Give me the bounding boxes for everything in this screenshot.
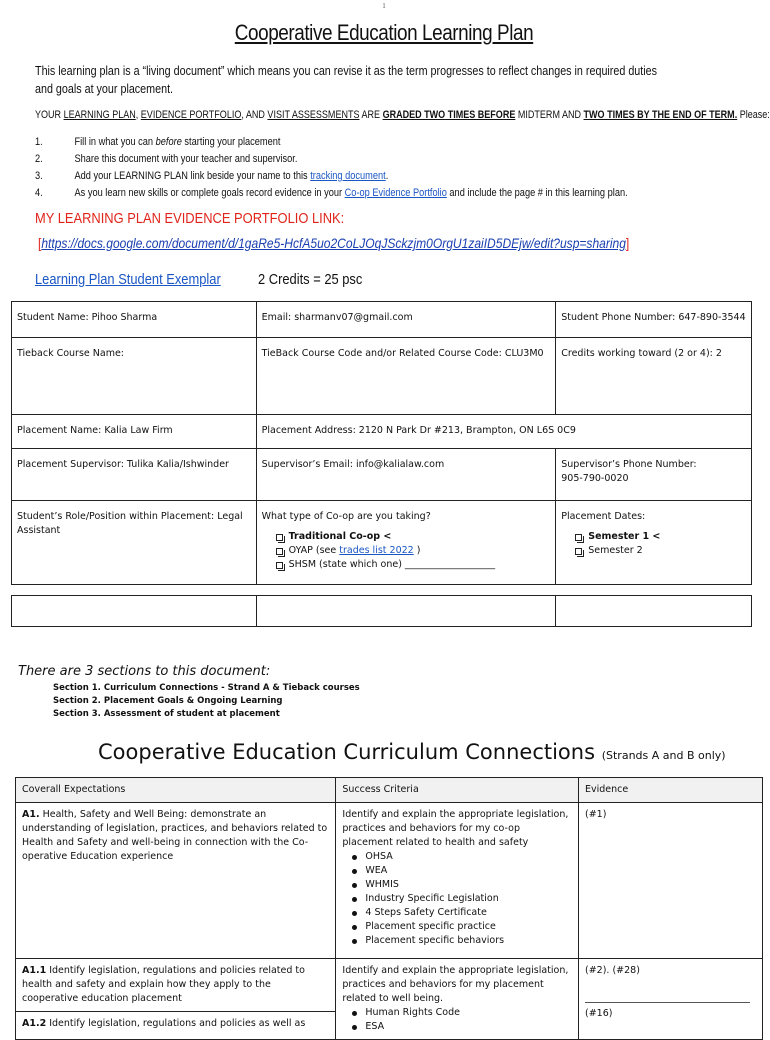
step-emphasis: before <box>155 136 182 148</box>
option-label: Traditional Co-op < <box>288 531 392 542</box>
grading-end-of-term: TWO TIMES BY THE END OF TERM. <box>583 109 738 121</box>
blank-cell[interactable] <box>256 596 556 627</box>
tracking-document-link[interactable]: tracking document <box>310 170 386 182</box>
option-label: Semester 1 < <box>588 531 661 542</box>
coop-option-oyap[interactable] <box>262 544 551 558</box>
bullet-icon <box>352 897 357 902</box>
criteria-list <box>342 850 572 948</box>
grading-before-midterm: GRADED TWO TIMES BEFORE <box>382 109 516 121</box>
bullet-icon <box>352 911 357 916</box>
grading-sep: , AND <box>241 109 268 121</box>
option-label: OYAP (see <box>288 545 340 556</box>
list-item <box>35 151 628 168</box>
grading-are: ARE <box>359 109 383 121</box>
bullet-icon <box>352 869 357 874</box>
list-item <box>352 1020 572 1034</box>
step-text: As you learn new skills or complete goals record evidence in your <box>74 187 345 199</box>
list-item: Section 3. Assessment of student at placement <box>53 709 280 719</box>
bracket: [ <box>38 235 42 251</box>
semester-1-option[interactable] <box>561 530 746 544</box>
coop-type-cell <box>256 501 556 585</box>
checkbox-icon[interactable] <box>276 534 283 541</box>
section-list <box>53 682 360 721</box>
sections-intro: There are 3 sections to this document: <box>18 664 271 679</box>
trades-list-link[interactable]: trades list 2022 <box>339 545 414 556</box>
step-number: 1. <box>35 136 43 148</box>
grading-sep: , <box>135 109 141 121</box>
student-info-table <box>11 301 752 585</box>
evidence-cell[interactable] <box>579 959 763 1040</box>
role-cell[interactable]: Student’s Role/Position within Placement: Legal Assistant <box>12 501 257 585</box>
criteria-text: Identify and explain the appropriate legislation, practices and behaviors for my co-op placement related to health and safety <box>342 809 569 848</box>
evidence-text: (#2). (#28) <box>585 965 640 976</box>
grading-please: Please: <box>737 109 770 121</box>
credits-note: 2 Credits = 25 psc <box>258 271 363 288</box>
step-number: 4. <box>35 187 43 199</box>
grading-visit-assessments: VISIT ASSESSMENTS <box>267 109 360 121</box>
column-header: Evidence <box>579 778 763 803</box>
table-row <box>16 803 763 959</box>
checkbox-icon[interactable] <box>575 534 582 541</box>
expectation-code: A1. <box>22 809 40 820</box>
checkbox-icon[interactable] <box>276 562 283 569</box>
list-item: Section 2. Placement Goals & Ongoing Learning <box>53 696 283 706</box>
email-cell[interactable]: Email: sharmanv07@gmail.com <box>256 302 556 338</box>
list-item <box>35 134 628 151</box>
bullet-icon <box>352 855 357 860</box>
expectation-text: Identify legislation, regulations and policies related to health and safety and explain how they apply to the cooperative education placement <box>22 965 305 1004</box>
blank-cell[interactable] <box>12 596 257 627</box>
bullet-text: Human Rights Code <box>365 1007 460 1018</box>
tieback-code-cell[interactable]: TieBack Course Code and/or Related Course Code: CLU3M0 <box>256 338 556 415</box>
curriculum-heading <box>98 740 726 764</box>
step-text: Share this document with your teacher and supervisor. <box>74 153 298 165</box>
list-item <box>352 892 572 906</box>
curriculum-table <box>15 777 763 1040</box>
student-name-cell[interactable]: Student Name: Pihoo Sharma <box>12 302 257 338</box>
coop-type-question: What type of Co-op are you taking? <box>261 511 431 522</box>
option-label: Semester 2 <box>588 545 643 556</box>
bullet-icon <box>352 883 357 888</box>
step-text: Fill in what you can <box>74 136 156 148</box>
list-item <box>35 185 628 202</box>
curriculum-subtitle: (Strands A and B only) <box>601 749 726 762</box>
list-item: Section 1. Curriculum Connections - Strand A & Tieback courses <box>53 683 360 693</box>
list-item <box>352 906 572 920</box>
grading-learning-plan: LEARNING PLAN <box>63 109 136 121</box>
list-item <box>35 168 628 185</box>
evidence-portfolio-link[interactable]: Co-op Evidence Portfolio <box>344 187 447 199</box>
coop-option-traditional[interactable] <box>262 530 551 544</box>
expectation-cell[interactable] <box>16 959 336 1012</box>
bracket: ] <box>625 235 630 251</box>
table-header-row <box>16 778 763 803</box>
page-title: Cooperative Education Learning Plan <box>234 20 534 45</box>
placement-dates-label: Placement Dates: <box>561 511 646 522</box>
supervisor-phone-label: Supervisor’s Phone Number: <box>561 459 697 470</box>
tieback-name-cell[interactable]: Tieback Course Name: <box>12 338 257 415</box>
expectation-text: Health, Safety and Well Being: demonstrate an understanding of legislation, practices, and behaviors related to Health and Safety and well-being in connection with the Co-operative Education experience <box>22 809 328 862</box>
grading-midterm: MIDTERM AND <box>515 109 584 121</box>
bullet-text: WHMIS <box>365 879 399 890</box>
list-item <box>352 864 572 878</box>
credits-working-cell[interactable]: Credits working toward (2 or 4): 2 <box>556 338 752 415</box>
blank-row-table <box>11 595 752 627</box>
portfolio-url <box>38 235 629 251</box>
step-text: Add your LEARNING PLAN link beside your name to this <box>74 170 311 182</box>
portfolio-url-link[interactable]: https://docs.google.com/document/d/1gaRe5-HcfA5uo2CoLJOqJSckzjm0OrgU1zaiID5DEjw/edit?usp=sharing <box>41 235 626 251</box>
expectation-cell[interactable] <box>16 803 336 959</box>
option-label: SHSM (state which one) ___________________ <box>288 559 496 570</box>
column-header: Success Criteria <box>336 778 579 803</box>
evidence-text: (#16) <box>585 1008 613 1019</box>
list-item <box>352 1006 572 1020</box>
checkbox-icon[interactable] <box>575 548 582 555</box>
criteria-list <box>342 1006 572 1034</box>
curriculum-title: Cooperative Education Curriculum Connections <box>98 740 596 764</box>
table-row <box>16 959 763 1012</box>
placement-name-cell[interactable]: Placement Name: Kalia Law Firm <box>12 415 257 449</box>
divider <box>585 1002 750 1003</box>
bullet-icon <box>352 925 357 930</box>
bullet-text: ESA <box>365 1021 385 1032</box>
phone-cell[interactable]: Student Phone Number: 647-890-3544 <box>556 302 752 338</box>
step-text: and include the page # in this learning plan. <box>446 187 628 199</box>
grading-evidence-portfolio: EVIDENCE PORTFOLIO <box>140 109 242 121</box>
step-number: 2. <box>35 153 43 165</box>
bullet-text: Placement specific practice <box>365 921 496 932</box>
bullet-text: 4 Steps Safety Certificate <box>365 907 487 918</box>
bullet-icon <box>352 939 357 944</box>
list-item <box>352 850 572 864</box>
bullet-text: OHSA <box>365 851 393 862</box>
criteria-cell[interactable] <box>336 803 579 959</box>
placement-address-cell[interactable]: Placement Address: 2120 N Park Dr #213, Brampton, ON L6S 0C9 <box>256 415 751 449</box>
expectation-code: A1.1 <box>22 965 47 976</box>
blank-cell[interactable] <box>556 596 752 627</box>
coop-option-shsm[interactable] <box>262 558 551 572</box>
intro-paragraph: This learning plan is a “living document” which means you can revise it as the term progresses to reflect changes in required duties and goals at your placement. <box>35 64 658 96</box>
grading-note <box>35 109 770 121</box>
evidence-cell[interactable]: (#1) <box>579 803 763 959</box>
page-number: 1 <box>382 2 386 10</box>
step-number: 3. <box>35 170 43 182</box>
list-item <box>352 920 572 934</box>
supervisor-phone-value: 905-790-0020 <box>561 473 629 484</box>
criteria-text: Identify and explain the appropriate legislation, practices and behaviors for my placement related to well being. <box>342 965 569 1004</box>
criteria-cell[interactable] <box>336 959 579 1040</box>
placement-dates-cell <box>556 501 752 585</box>
list-item <box>352 878 572 892</box>
column-header: Coverall Expectations <box>16 778 336 803</box>
instruction-steps <box>35 134 628 202</box>
bullet-text: Industry Specific Legislation <box>365 893 499 904</box>
supervisor-phone-cell[interactable] <box>556 449 752 501</box>
checkbox-icon[interactable] <box>276 548 283 555</box>
exemplar-link[interactable]: Learning Plan Student Exemplar <box>35 271 221 288</box>
supervisor-email-cell[interactable]: Supervisor’s Email: info@kalialaw.com <box>256 449 556 501</box>
expectation-cell[interactable] <box>16 1012 336 1040</box>
bullet-text: WEA <box>365 865 388 876</box>
bullet-text: Placement specific behaviors <box>365 935 505 946</box>
option-label: ) <box>413 545 421 556</box>
bullet-icon <box>352 1025 357 1030</box>
step-text: . <box>385 170 389 182</box>
semester-2-option[interactable] <box>561 544 746 558</box>
step-text: starting your placement <box>181 136 281 148</box>
bullet-icon <box>352 1011 357 1016</box>
supervisor-cell[interactable]: Placement Supervisor: Tulika Kalia/Ishwinder <box>12 449 257 501</box>
expectation-code: A1.2 <box>22 1018 47 1029</box>
grading-prefix: YOUR <box>35 109 64 121</box>
list-item <box>352 934 572 948</box>
portfolio-heading: MY LEARNING PLAN EVIDENCE PORTFOLIO LINK: <box>35 210 345 227</box>
expectation-text: Identify legislation, regulations and policies as well as <box>46 1018 306 1029</box>
